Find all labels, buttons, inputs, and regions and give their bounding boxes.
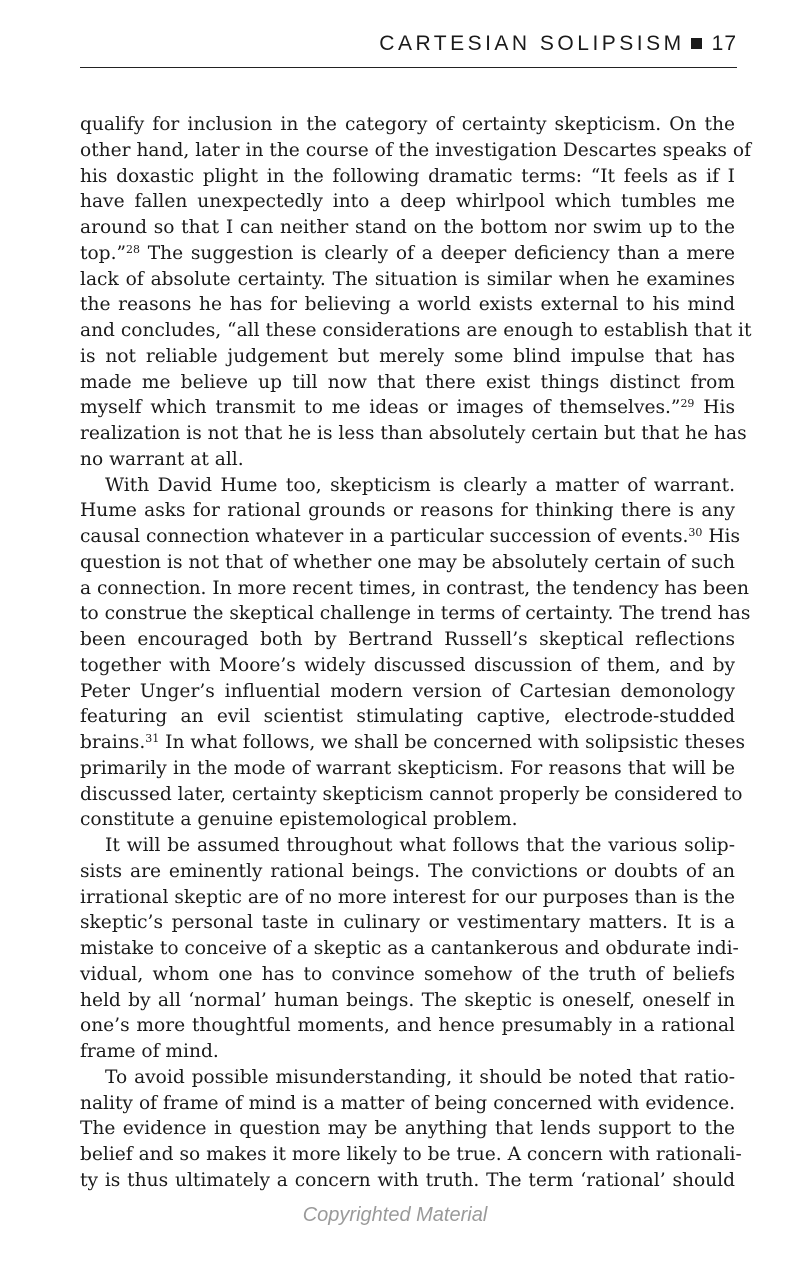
- text-line: [80, 653, 735, 679]
- text-line-content: no warrant at all.: [80, 448, 244, 470]
- text-line-content: realization is not that he is less than absolutely certain but that he has: [80, 423, 747, 444]
- footnote-marker: 28: [126, 242, 140, 256]
- text-line-content: featuring an evil scientist stimulating captive, electrode-studded: [80, 706, 735, 728]
- text-line-content: held by all ‘normal’ human beings. The skeptic is oneself, oneself in: [80, 989, 735, 1011]
- text-line: [80, 138, 751, 164]
- text-line-content: Hume asks for rational grounds or reasons for thinking there is any: [80, 500, 735, 522]
- text-line-content: ty is thus ultimately a concern with truth. The term ‘rational’ should: [80, 1169, 735, 1191]
- text-line: [80, 1116, 735, 1142]
- text-line: [80, 267, 735, 293]
- footnote-marker: 29: [680, 397, 695, 411]
- text-line-content: been encouraged both by Bertrand Russell’s skeptical reflections: [80, 629, 735, 650]
- text-line: [80, 859, 735, 885]
- text-line-content: is not reliable judgement but merely some blind impulse that has: [80, 345, 735, 367]
- text-line-content: skeptic’s personal taste in culinary or vestimentary matters. It is a: [80, 912, 735, 934]
- text-line-content: irrational skeptic are of no more interest for our purposes than is the: [80, 886, 735, 908]
- text-line-content: other hand, later in the course of the investigation Descartes speaks of: [80, 139, 751, 161]
- text-line-content: myself which transmit to me ideas or images of themselves.”: [80, 397, 681, 419]
- text-line: [80, 576, 749, 602]
- text-line: [80, 498, 735, 524]
- text-line: [80, 215, 735, 241]
- text-line: [80, 164, 735, 190]
- text-line: [80, 395, 735, 421]
- text-line-content: question is not that of whether one may be absolutely certain of such: [80, 551, 735, 573]
- text-line-content: The evidence in question may be anything that lends support to the: [80, 1118, 735, 1140]
- text-line: [80, 704, 735, 730]
- text-line: [80, 292, 735, 318]
- text-line-content: primarily in the mode of warrant skepticism. For reasons that will be: [80, 757, 735, 779]
- text-line-content: have fallen unexpectedly into a deep whirlpool which tumbles me: [80, 191, 735, 213]
- text-line: [80, 833, 735, 859]
- text-line: [80, 524, 741, 550]
- text-line-continuation: The suggestion is clearly of a deeper deficiency than a mere: [140, 242, 735, 264]
- text-line-content: constitute a genuine epistemological problem.: [80, 809, 518, 831]
- square-bullet-icon: [691, 38, 702, 49]
- text-line: [80, 782, 743, 808]
- text-line: [80, 370, 735, 396]
- text-line-content: top.”: [80, 242, 126, 264]
- running-header: [80, 32, 737, 56]
- text-line: [80, 756, 735, 782]
- text-line: [80, 112, 735, 138]
- text-line: [80, 1168, 735, 1194]
- text-line: [80, 447, 735, 473]
- text-line-content: made me believe up till now that there exist things distinct from: [80, 371, 735, 393]
- text-line-content: together with Moore’s widely discussed discussion of them, and by: [80, 654, 735, 676]
- text-line: [80, 807, 735, 833]
- text-line: [80, 936, 739, 962]
- text-line: [80, 241, 735, 267]
- text-line-content: lack of absolute certainty. The situation is similar when he examines: [80, 268, 735, 290]
- text-line-content: qualify for inclusion in the category of certainty skepticism. On the: [80, 114, 735, 135]
- text-line-content: sists are eminently rational beings. The convictions or doubts of an: [80, 860, 735, 882]
- text-line-continuation: His: [694, 397, 735, 419]
- text-line-continuation: His: [702, 526, 741, 547]
- text-line-continuation: In what follows, we shall be concerned with solipsistic theses: [159, 732, 746, 753]
- text-line-content: and concludes, “all these considerations are enough to establish that it: [80, 320, 752, 341]
- text-line-content: Peter Unger’s influential modern version of Cartesian demonology: [80, 680, 735, 702]
- text-line: [80, 962, 735, 988]
- running-title: CARTESIAN SOLIPSISM: [379, 32, 685, 55]
- footnote-marker: 31: [145, 732, 160, 745]
- page-number: 17: [711, 32, 737, 55]
- text-line: [80, 1065, 735, 1091]
- text-line: [80, 189, 735, 215]
- text-line: [80, 473, 735, 499]
- text-line: [80, 550, 735, 576]
- text-line-content: the reasons he has for believing a world exists external to his mind: [80, 294, 735, 316]
- text-line-content: vidual, whom one has to convince somehow of the truth of beliefs: [80, 963, 735, 985]
- text-line-content: a connection. In more recent times, in contrast, the tendency has been: [80, 577, 749, 599]
- text-line: [80, 1013, 735, 1039]
- text-line-content: one’s more thoughtful moments, and hence presumably in a rational: [80, 1015, 735, 1037]
- header-rule: [80, 67, 737, 68]
- body-text: [80, 112, 752, 1194]
- text-line-content: belief and so makes it more likely to be true. A concern with rationali-: [80, 1144, 742, 1165]
- text-line-content: nality of frame of mind is a matter of being concerned with evidence.: [80, 1092, 735, 1114]
- text-line-content: frame of mind.: [80, 1041, 219, 1062]
- text-line-content: causal connection whatever in a particular succession of events.: [80, 526, 689, 547]
- text-line-content: mistake to conceive of a skeptic as a cantankerous and obdurate indi-: [80, 938, 739, 959]
- text-line: [80, 1091, 735, 1117]
- text-line: [80, 730, 746, 756]
- text-line-content: To avoid possible misunderstanding, it should be noted that ratio-: [105, 1066, 735, 1088]
- text-line: [80, 421, 747, 447]
- text-line-content: to construe the skeptical challenge in terms of certainty. The trend has: [80, 603, 751, 625]
- text-line: [80, 344, 735, 370]
- text-line: [80, 627, 735, 653]
- text-line: [80, 679, 735, 705]
- text-line: [80, 988, 735, 1014]
- text-line: [80, 318, 752, 344]
- text-line-content: brains.: [80, 732, 146, 753]
- footnote-marker: 30: [688, 526, 703, 539]
- text-line-content: discussed later, certainty skepticism cannot properly be considered to: [80, 783, 743, 805]
- text-line-content: his doxastic plight in the following dramatic terms: “It feels as if I: [80, 165, 735, 187]
- text-line: [80, 910, 735, 936]
- text-line: [80, 1039, 735, 1065]
- text-line-content: around so that I can neither stand on the bottom nor swim up to the: [80, 217, 735, 238]
- text-line: [80, 1142, 742, 1168]
- text-line: [80, 885, 735, 911]
- text-line-content: It will be assumed throughout what follows that the various solip-: [105, 835, 735, 856]
- text-line: [80, 601, 751, 627]
- text-line-content: With David Hume too, skepticism is clearly a matter of warrant.: [105, 474, 735, 496]
- copyright-watermark: Copyrighted Material: [302, 1204, 488, 1226]
